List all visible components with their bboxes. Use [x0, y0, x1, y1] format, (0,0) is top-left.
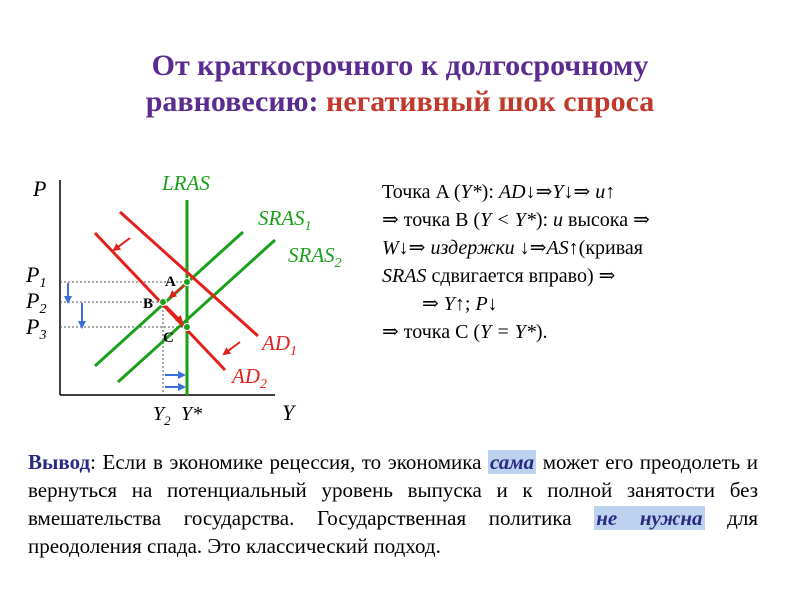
y-axis-label: P [33, 176, 47, 201]
ad2-label: $AD_2$ [232, 364, 267, 392]
conclusion-text-3: для преодоления спада. Это классический подход. [28, 506, 759, 558]
p1-label: $P_1$ [26, 262, 47, 291]
sras2-label: $SRAS_2$ [288, 243, 342, 271]
explain-line-5: ⇒ Y↑; P↓ [422, 293, 498, 315]
p2-label: $P_2$ [26, 288, 47, 317]
explain-line-4: SRAS сдвигается вправо) ⇒ [382, 265, 616, 287]
y2-label: $Y_2$ [153, 403, 171, 428]
explain-line-6: ⇒ точка C (Y = Y*). [382, 321, 548, 343]
conclusion-text-2: может его преодолеть и вернуться на потенциальный уровень выпуска и к полной занятости без вмешательства государства. Государственная политика [28, 450, 758, 530]
explain-line-2: ⇒ точка B (Y < Y*): u высока ⇒ [382, 209, 650, 231]
point-a-marker [184, 279, 191, 286]
conclusion-highlight-2: не нужна [596, 506, 703, 530]
conclusion-header: Вывод [28, 450, 91, 474]
lras-label: LRAS [162, 171, 210, 195]
conclusion-text-1: : Если в экономике рецессия, то экономика [90, 450, 489, 474]
point-b-marker [160, 299, 167, 306]
ystar-label: Y* [181, 403, 203, 425]
title-main: равновесию: [145, 85, 319, 118]
path-arrow-b-c [166, 306, 182, 322]
ad1-label: $AD_1$ [262, 331, 297, 359]
point-a-label: A [165, 274, 176, 290]
conclusion-highlight-1: сама [490, 450, 535, 474]
title-line-1: От краткосрочного к долгосрочному [151, 49, 649, 82]
title-accent: негативный шок спроса [326, 85, 655, 118]
explain-line-3: W↓⇒ издержки ↓⇒AS↑(кривая [382, 237, 644, 259]
point-c-label: C [163, 330, 174, 346]
p3-label: $P_3$ [26, 314, 47, 343]
ad-shift-arrow-lower [224, 342, 240, 354]
x-axis-label: Y [282, 400, 295, 425]
ad-shift-arrow-upper [114, 238, 130, 250]
conclusion-paragraph [28, 448, 758, 560]
point-b-label: B [143, 296, 154, 312]
explain-line-1: Точка A (Y*): AD↓⇒Y↓⇒ u↑ [382, 181, 616, 203]
sras1-label: $SRAS_1$ [258, 206, 312, 234]
point-c-marker [184, 324, 191, 331]
sras2-curve [118, 240, 275, 382]
explanation-block [382, 178, 782, 346]
